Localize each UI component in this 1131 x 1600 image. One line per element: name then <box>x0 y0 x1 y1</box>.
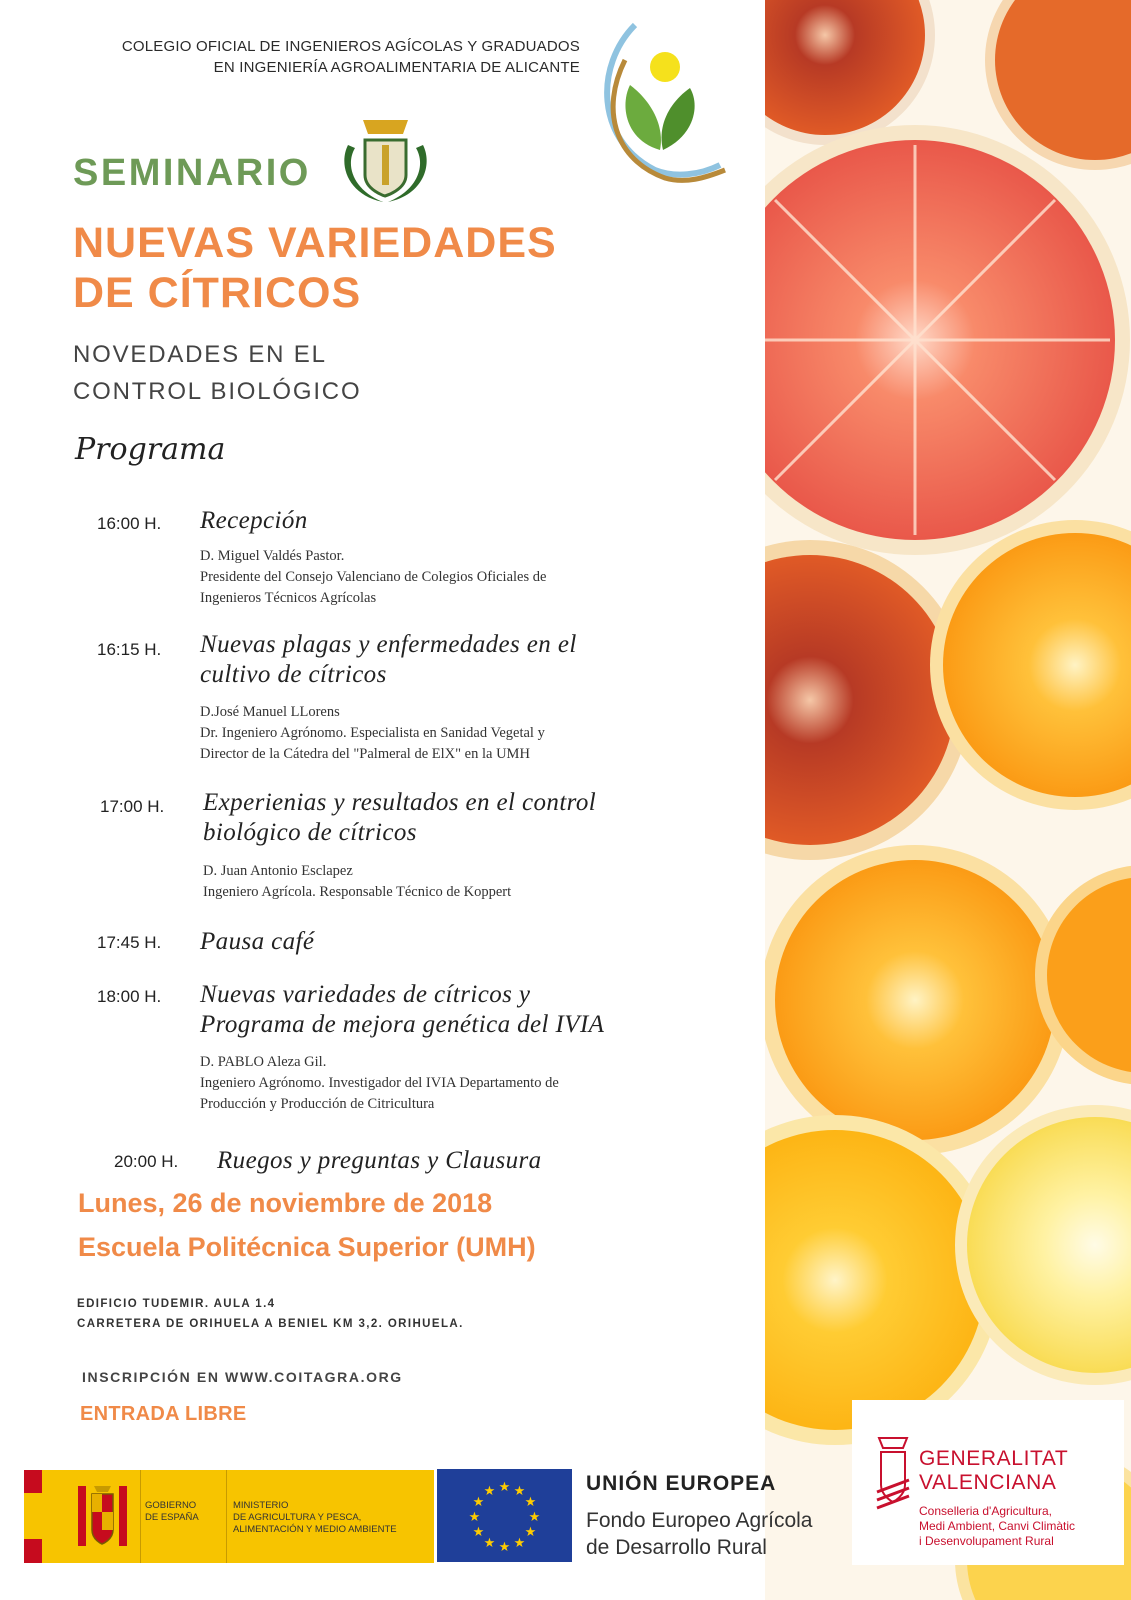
svg-text:★: ★ <box>472 1525 485 1540</box>
eu-fund-name <box>586 1507 813 1561</box>
speaker-line: Dr. Ingeniero Agrónomo. Especialista en Sanidad Vegetal y <box>200 725 545 741</box>
svg-text:★: ★ <box>513 1536 526 1551</box>
gobierno-text <box>145 1500 199 1524</box>
spain-flag-stripe <box>24 1539 42 1563</box>
svg-text:★: ★ <box>524 1495 537 1510</box>
gv-sub-line: Medi Ambient, Canvi Climàtic <box>919 1519 1076 1533</box>
program-speaker <box>200 1052 559 1115</box>
speaker-line: Ingeniero Agrícola. Responsable Técnico de Koppert <box>203 884 512 900</box>
svg-text:★: ★ <box>498 1540 511 1555</box>
speaker-line: D.José Manuel LLorens <box>200 704 340 720</box>
program-title-line: Programa de mejora genética del IVIA <box>200 1011 605 1038</box>
program-title <box>200 980 604 1040</box>
program-time: 16:15 H. <box>97 640 162 659</box>
program-time: 20:00 H. <box>114 1152 179 1171</box>
speaker-line: D. Juan Antonio Esclapez <box>203 863 353 879</box>
program-title-line: biológico de cítricos <box>203 819 417 846</box>
program-title-line: Recepción <box>200 507 308 534</box>
svg-text:★: ★ <box>513 1484 526 1499</box>
gv-name-line: GENERALITAT <box>919 1447 1069 1470</box>
program-title <box>200 630 577 690</box>
program-time: 16:00 H. <box>97 514 162 533</box>
citrus-photo <box>765 0 1131 1600</box>
speaker-line: D. Miguel Valdés Pastor. <box>200 548 345 564</box>
svg-text:★: ★ <box>483 1536 496 1551</box>
organization-line-1: COLEGIO OFICIAL DE INGENIEROS AGÍCOLAS Y GRADUADOS <box>121 38 580 55</box>
program-title-line: cultivo de cítricos <box>200 661 387 688</box>
spain-coat-of-arms-icon <box>70 1480 135 1552</box>
event-info <box>78 1181 536 1269</box>
registration-link[interactable]: INSCRIPCIÓN EN WWW.COITAGRA.ORG <box>82 1369 403 1385</box>
title-line-2: DE CÍTRICOS <box>73 269 362 317</box>
gobierno-line: GOBIERNO <box>145 1500 197 1511</box>
program-title-line: Experienias y resultados en el control <box>203 789 597 816</box>
free-entry-label: ENTRADA LIBRE <box>80 1403 247 1425</box>
eu-flag-icon <box>437 1469 572 1562</box>
svg-text:★: ★ <box>468 1510 481 1525</box>
speaker-line: Director de la Cátedra del "Palmeral de ElX" en la UMH <box>200 746 530 762</box>
program-title <box>203 788 596 848</box>
speaker-line: Ingeniero Agrónomo. Investigador del IVIA Departamento de <box>200 1075 559 1091</box>
ministerio-line: DE AGRICULTURA Y PESCA, <box>233 1512 362 1523</box>
program-speaker <box>200 702 545 765</box>
address-line-2: CARRETERA DE ORIHUELA A BENIEL KM 3,2. ORIHUELA. <box>77 1318 464 1330</box>
svg-text:★: ★ <box>524 1525 537 1540</box>
seminar-title <box>73 218 557 318</box>
program-title <box>200 927 314 957</box>
svg-text:★: ★ <box>498 1480 511 1495</box>
program-time: 18:00 H. <box>97 987 162 1006</box>
organization-line-2: EN INGENIERÍA AGROALIMENTARIA DE ALICANTE <box>213 59 580 76</box>
program-speaker <box>203 861 511 903</box>
ministerio-line: ALIMENTACIÓN Y MEDIO AMBIENTE <box>233 1524 397 1535</box>
program-speaker <box>200 546 546 609</box>
gobierno-line: DE ESPAÑA <box>145 1512 199 1523</box>
program-title-line: Ruegos y preguntas y Clausura <box>217 1147 542 1174</box>
speaker-line: Producción y Producción de Citricultura <box>200 1096 435 1112</box>
ministerio-line: MINISTERIO <box>233 1500 289 1511</box>
program-time: 17:45 H. <box>97 933 162 952</box>
divider <box>140 1470 141 1563</box>
subtitle-line-2: CONTROL BIOLÓGICO <box>73 378 362 405</box>
ministerio-text <box>233 1500 397 1536</box>
gv-sub-line: Conselleria d'Agricultura, <box>919 1504 1053 1518</box>
generalitat-emblem-icon <box>873 1430 913 1515</box>
event-date: Lunes, 26 de noviembre de 2018 <box>78 1188 493 1218</box>
address-line-1: EDIFICIO TUDEMIR. AULA 1.4 <box>77 1298 276 1310</box>
event-address <box>77 1294 464 1334</box>
speaker-line: Ingenieros Técnicos Agrícolas <box>200 590 377 606</box>
program-title-line: Nuevas variedades de cítricos y <box>200 981 531 1008</box>
organization-name <box>60 36 580 78</box>
program-title-line: Nuevas plagas y enfermedades en el <box>200 631 577 658</box>
eu-stars-icon <box>437 1469 572 1562</box>
speaker-line: D. PABLO Aleza Gil. <box>200 1054 327 1070</box>
generalitat-name <box>919 1447 1068 1495</box>
speaker-line: Presidente del Consejo Valenciano de Colegios Oficiales de <box>200 569 547 585</box>
program-title <box>217 1146 542 1176</box>
conselleria-name <box>919 1504 1075 1549</box>
gv-name-line: VALENCIANA <box>919 1471 1057 1494</box>
seminar-subtitle <box>73 336 361 410</box>
svg-text:★: ★ <box>483 1484 496 1499</box>
eu-title: UNIÓN EUROPEA <box>586 1472 777 1495</box>
seminario-label: SEMINARIO <box>73 152 311 194</box>
divider <box>226 1470 227 1563</box>
title-line-1: NUEVAS VARIEDADES <box>73 219 557 267</box>
svg-text:★: ★ <box>528 1510 541 1525</box>
eu-fund-line: de Desarrollo Rural <box>586 1536 767 1559</box>
citrus-slices-illustration <box>765 0 1131 1600</box>
eu-fund-line: Fondo Europeo Agrícola <box>586 1509 813 1532</box>
coitagra-logo <box>595 20 730 185</box>
programa-heading: Programa <box>75 432 226 467</box>
program-time: 17:00 H. <box>100 797 165 816</box>
program-title-line: Pausa café <box>200 928 315 955</box>
coat-of-arms-icon <box>333 110 438 210</box>
gv-sub-line: i Desenvolupament Rural <box>919 1534 1054 1548</box>
subtitle-line-1: NOVEDADES EN EL <box>73 341 327 368</box>
event-venue: Escuela Politécnica Superior (UMH) <box>78 1232 536 1262</box>
program-title <box>200 506 308 536</box>
svg-text:★: ★ <box>472 1495 485 1510</box>
spain-flag-stripe <box>24 1470 42 1493</box>
